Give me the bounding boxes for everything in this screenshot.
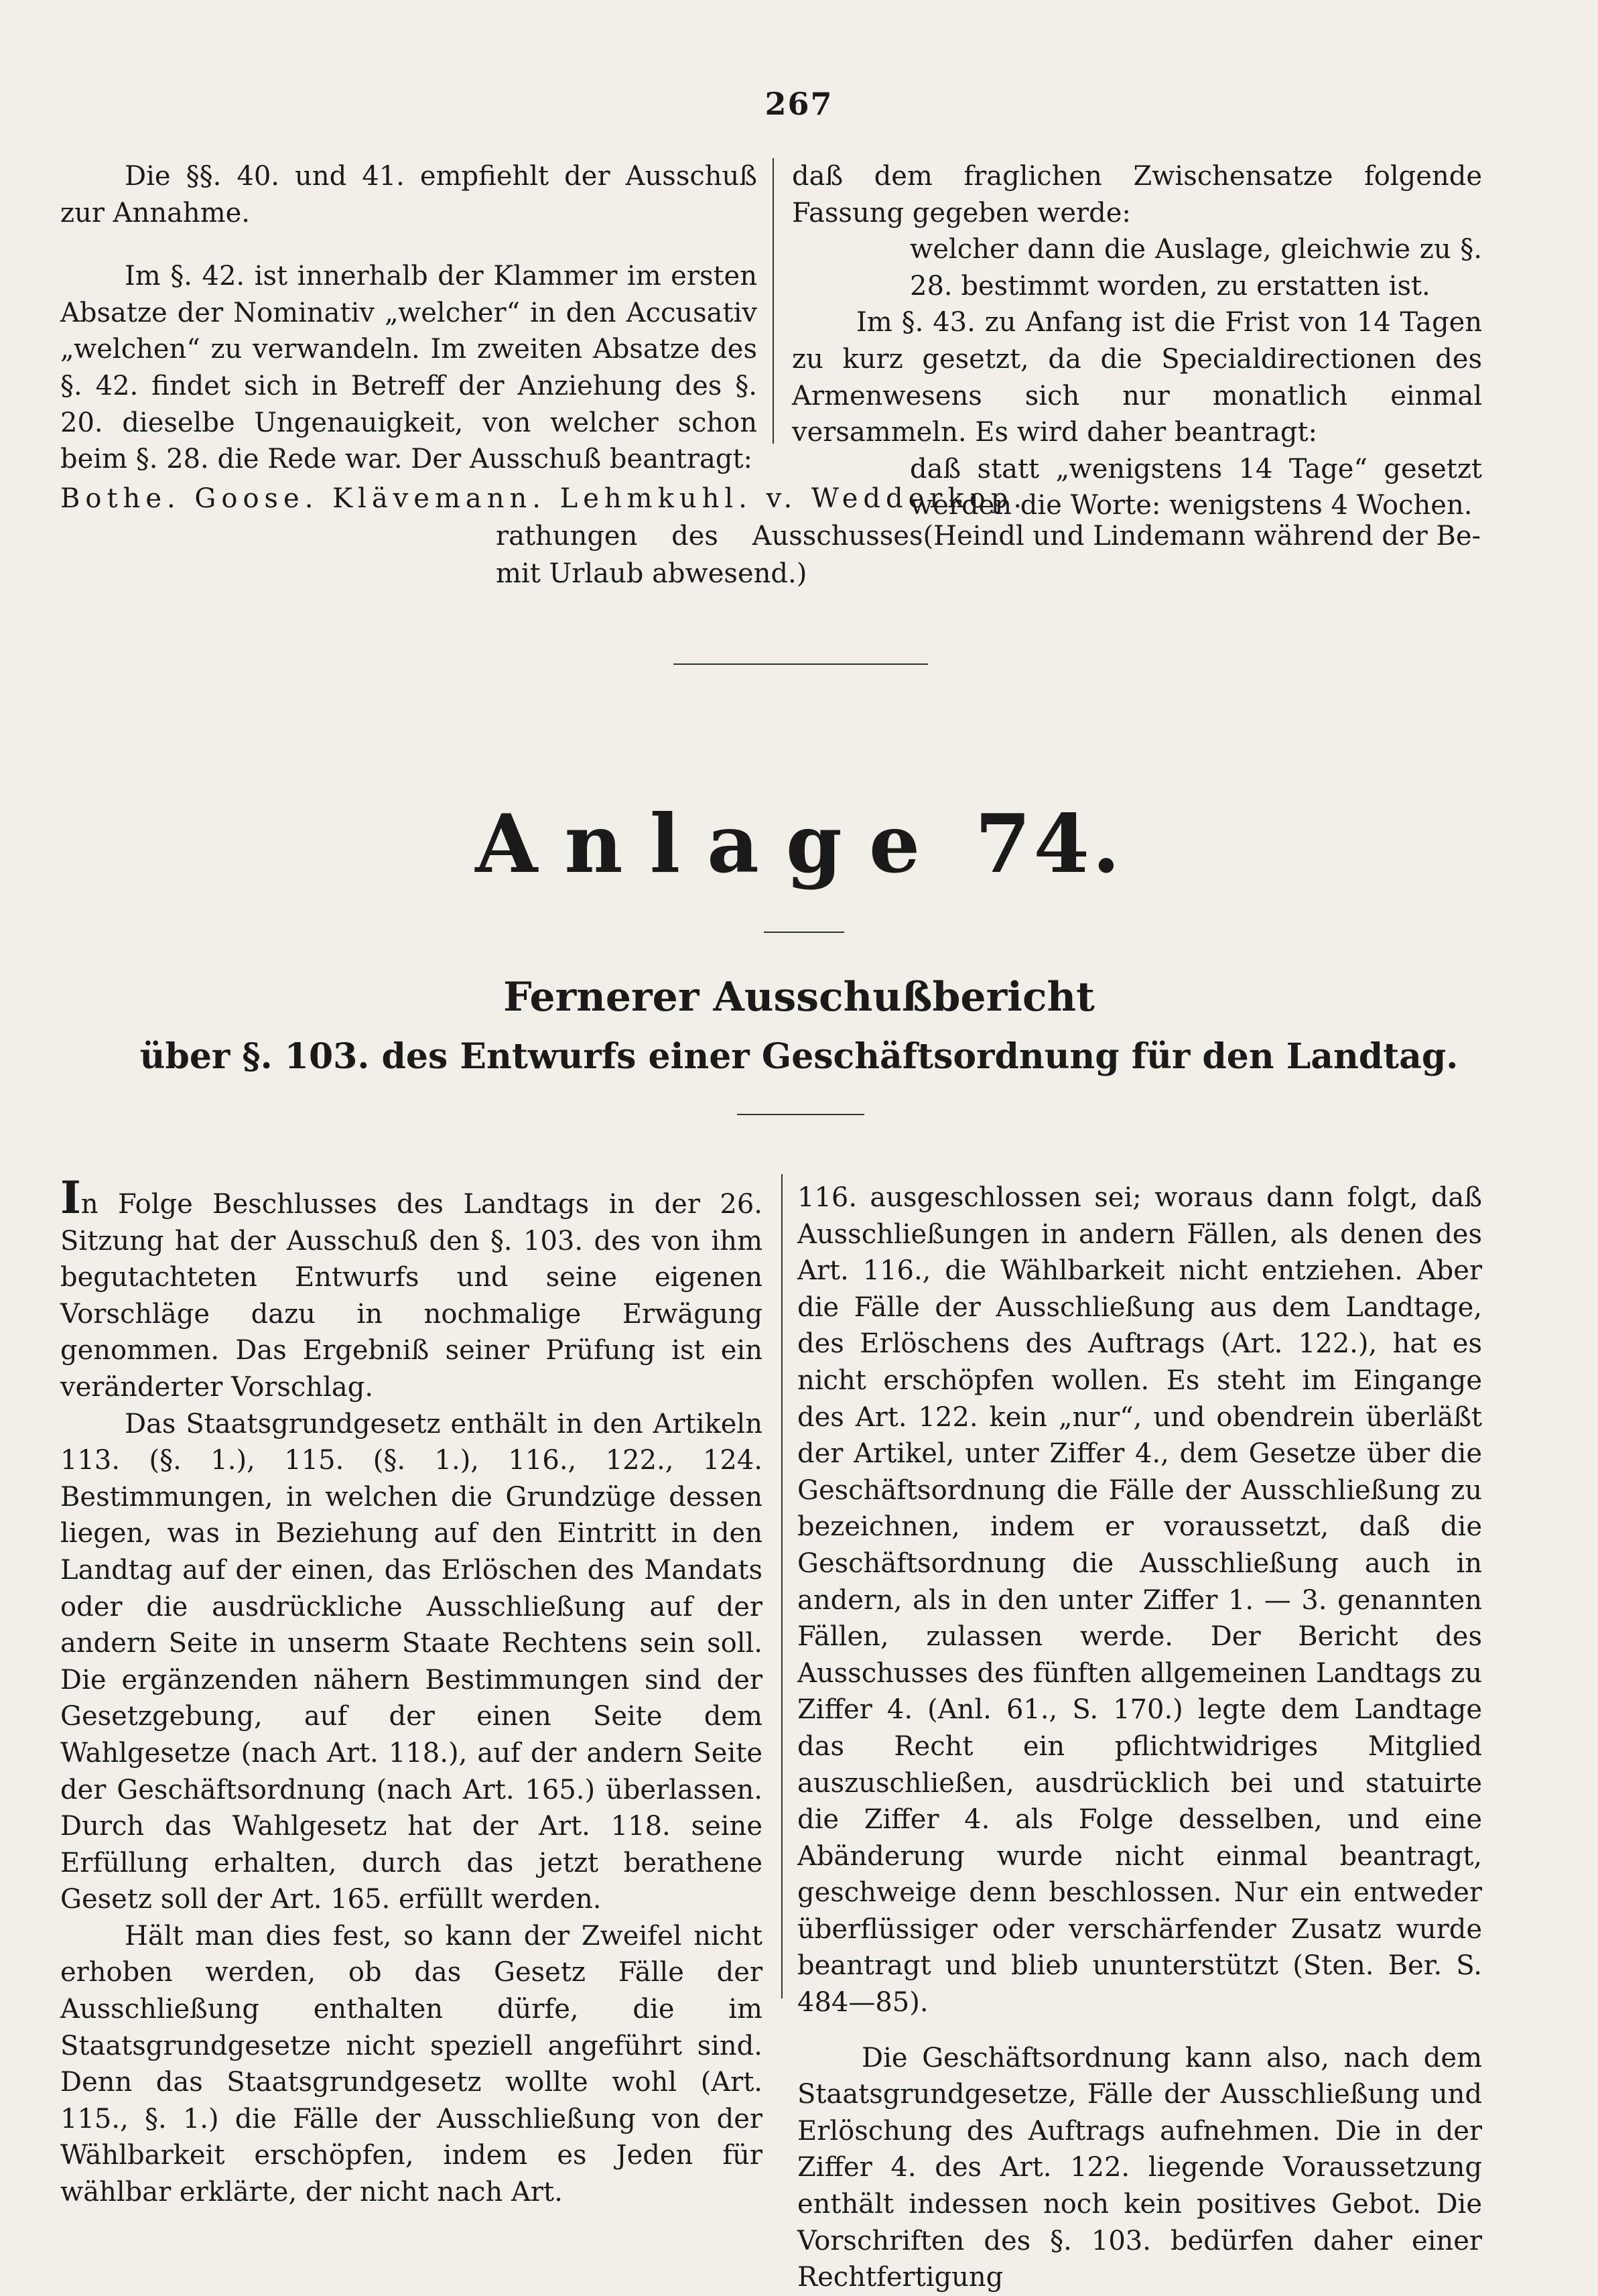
column-divider (773, 158, 774, 444)
paragraph: Die §§. 40. und 41. empfiehlt der Ausschuß zur Annahme. (60, 161, 757, 229)
paragraph: Im §. 43. zu Anfang ist die Frist von 14 Tagen zu kurz gesetzt, da die Specialdirectionen des Armenwesens sich nur monatlich einmal versammeln. Es wird daher beantragt: (792, 307, 1482, 448)
quoted-amendment: daß statt „wenigstens 14 Tage“ gesetzt werden die Worte: wenigstens 4 Wochen. (910, 453, 1482, 521)
column-divider (781, 1174, 783, 1998)
appendix-word: Anlage (475, 797, 947, 891)
title-divider (764, 932, 844, 933)
report-subheading: über §. 103. des Entwurfs einer Geschäftsordnung für den Landtag. (139, 1036, 1459, 1077)
quoted-amendment: welcher dann die Auslage, gleichwie zu §. 28. bestimmt worden, zu erstatten ist. (910, 234, 1482, 302)
subheading-divider (737, 1114, 864, 1115)
drop-cap: I (60, 1171, 81, 1224)
page-number: 267 (764, 86, 834, 122)
appendix-number: 74. (974, 797, 1123, 891)
paragraph: In Folge Beschlusses des Landtags in der 26. Sitzung hat der Ausschuß den §. 103. des von ihm begutachteten Entwurfs und seine eigenen Vorschläge dazu in nochmalige Erwägung genommen. Das Ergebniß seiner Prüfung ist ein veränderter Vorschlag. (60, 1171, 762, 1403)
appendix-title (0, 794, 1598, 895)
bottom-right-column (797, 1179, 1482, 2296)
paragraph: daß dem fraglichen Zwischensatze folgende Fassung gegeben werde: (792, 161, 1482, 229)
top-right-column (792, 158, 1482, 524)
committee-signatures (60, 480, 1481, 592)
paragraph: Das Staatsgrundgesetz enthält in den Artikeln 113. (§. 1.), 115. (§. 1.), 116., 122., 124. Bestimmungen, in welchen die Grundzüge dessen liegen, was in Beziehung auf den Eintritt in den Landtag auf der einen, das Erlöschen des Mandats oder die ausdrückliche Ausschließung auf der andern Seite in unserm Staate Rechtens sein soll. Die ergänzenden nähern Bestimmungen sind der Gesetzgebung, auf der einen Seite dem Wahlgesetze (nach Art. 118.), auf der andern Seite der Geschäftsordnung (nach Art. 165.) überlassen. Durch das Wahlgesetz hat der Art. 118. seine Erfüllung erhalten, durch das jetzt berathene Gesetz soll der Art. 165. erfüllt werden. (60, 1408, 762, 1915)
bottom-left-column (60, 1171, 762, 2211)
paragraph: 116. ausgeschlossen sei; woraus dann folgt, daß Ausschließungen in andern Fällen, als denen des Art. 116., die Wählbarkeit nicht entziehen. Aber die Fälle der Ausschließung aus dem Landtage, des Erlöschens des Auftrags (Art. 122.), hat es nicht erschöpfen wollen. Es steht im Eingange des Art. 122. kein „nur“, und obendrein überläßt der Artikel, unter Ziffer 4., dem Gesetze über die Geschäftsordnung die Fälle der Ausschließung zu bezeichnen, indem er voraussetzt, daß die Geschäftsordnung die Ausschließung auch in andern, als in den unter Ziffer 1. — 3. genannten Fällen, zulassen werde. Der Bericht des Ausschusses des fünften allgemeinen Landtags zu Ziffer 4. (Anl. 61., S. 170.) legte dem Landtage das Recht ein pflichtwidriges Mitglied auszuschließen, ausdrücklich bei und statuirte die Ziffer 4. als Folge desselben, und eine Abänderung wurde nicht einmal beantragt, geschweige denn beschlossen. Nur ein entweder überflüssiger oder verschärfender Zusatz wurde beantragt und blieb ununterstützt (Sten. Ber. S. 484—85). (797, 1182, 1482, 2019)
signature-names: Bothe. Goose. Klävemann. Lehmkuhl. v. Wedderkop. (60, 483, 1028, 514)
absence-note-start: (Heindl und Lindemann während der Be- (923, 521, 1481, 552)
absence-note-end: rathungen des Ausschusses mit Urlaub abwesend.) (496, 521, 923, 589)
paragraph: Die Geschäftsordnung kann also, nach dem Staatsgrundgesetze, Fälle der Ausschließung und Erlöschung des Auftrags aufnehmen. Die in der Ziffer 4. des Art. 122. liegende Voraussetzung enthält indessen noch kein positives Gebot. Die Vorschriften des §. 103. bedürfen daher einer Rechtfertigung (797, 2042, 1482, 2293)
paragraph: Hält man dies fest, so kann der Zweifel nicht erhoben werden, ob das Gesetz Fälle der Ausschließung enthalten dürfe, die im Staatsgrundgesetze nicht speziell angeführt sind. Denn das Staatsgrundgesetz wollte wohl (Art. 115., §. 1.) die Fälle der Ausschließung von der Wählbarkeit erschöpfen, indem es Jeden für wählbar erklärte, der nicht nach Art. (60, 1920, 762, 2208)
report-heading: Fernerer Ausschußbericht (503, 974, 1095, 1021)
paragraph: Im §. 42. ist innerhalb der Klammer im ersten Absatze der Nominativ „welcher“ in den Accusativ „welchen“ zu verwandeln. Im zweiten Absatze des §. 42. findet sich in Betreff der Anziehung des §. 20. dieselbe Ungenauigkeit, von welcher schon beim §. 28. die Rede war. Der Ausschuß beantragt: (60, 261, 757, 475)
top-left-column (60, 158, 757, 478)
section-divider (673, 663, 928, 665)
